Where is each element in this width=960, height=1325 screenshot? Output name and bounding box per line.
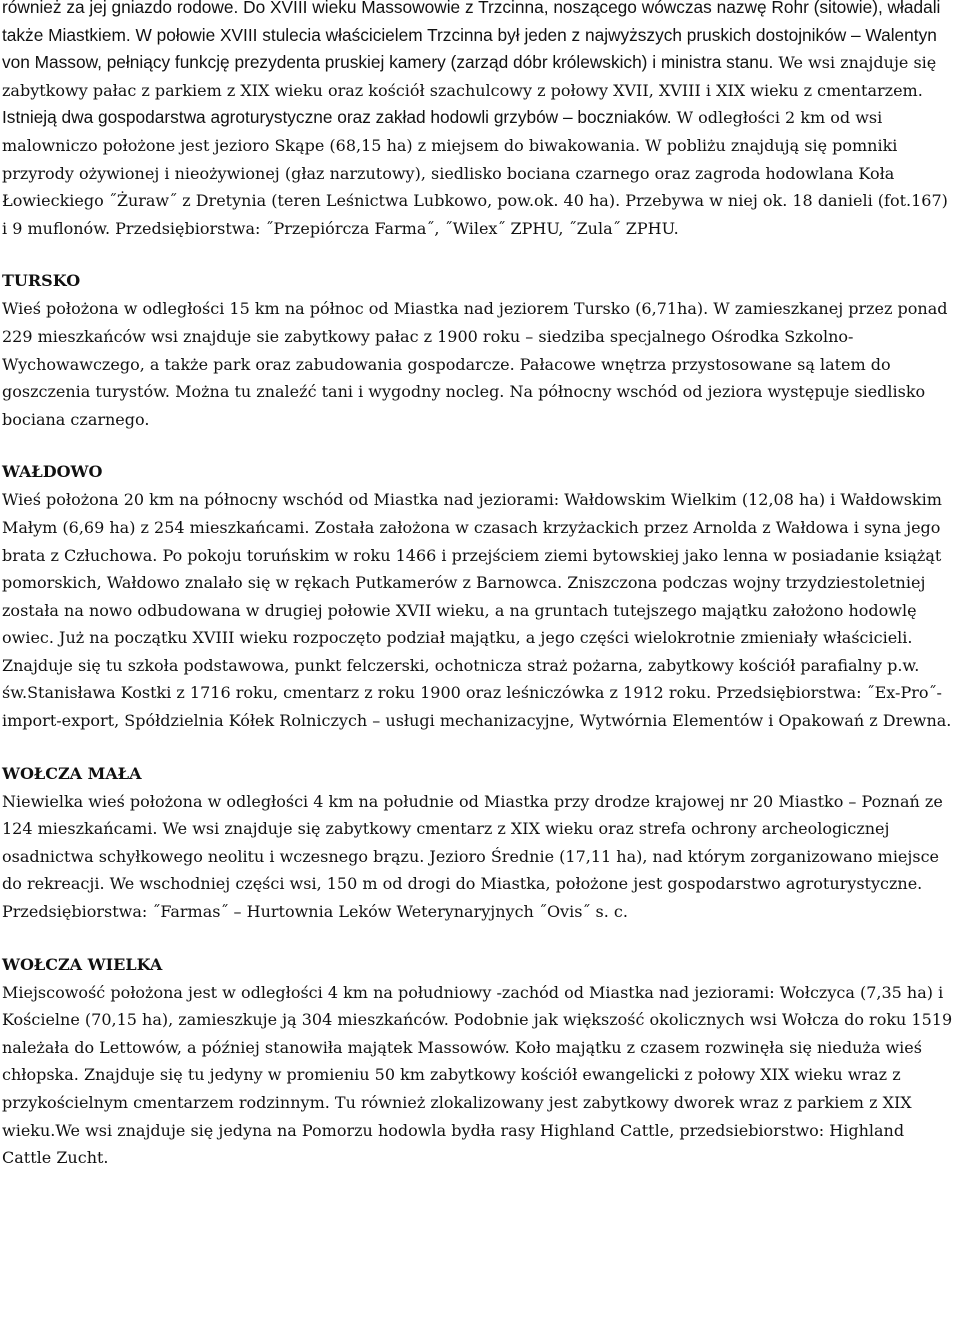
intro-text-2: We wsi znajduje się zabytkowy pałac z parkiem z XIX wieku oraz kościół szachulcowy z połowy XVII, XVIII i XIX wieku z cmentarzem. xyxy=(2,53,937,100)
section-body: Miejscowość położona jest w odległości 4 km na południowy -zachód od Miastka nad jeziorami: Wołczyca (7,35 ha) i Kościelne (70,15 ha), zamieszkuje ją 304 mieszkańców. Podobnie jak większość okolicznych wsi Wołcza do roku 1519 należała do Lettowów, a później stanowiła majątek Massowów. Koło majątku z czasem rozwinęła się nieduża wieś chłopska. Znajduje się tu jedyny w promieniu 50 km zabytkowy kościół ewangelicki z połowy XIX wieku wraz z przykościelnym cmentarzem rodzinnym. Tu również zlokalizowany jest zabytkowy dworek wraz z parkiem z XIX wieku.We wsi znajduje się jedyna na Pomorzu hodowla bydła rasy Highland Cattle, przedsiebiorstwo: Highland Cattle Zucht. xyxy=(2,982,953,1168)
section-tursko xyxy=(2,267,958,433)
intro-text-4: W odległości 2 km od wsi malowniczo położone jest jezioro Skąpe (68,15 ha) z miejsem do biwakowania. xyxy=(2,108,883,155)
intro-text-1: również za jej gniazdo rodowe. Do XVIII wieku Massowowie z Trzcinna, noszącego wówczas nazwę Rohr (sitowie), władali także Miastkiem. W połowie XVIII stulecia właścicielem Trzcinna był jeden z najwyższych pruskich dostojników – Walentyn von Massow, pełniący funkcję prezydenta pruskiej kamery (zarząd dóbr królewskich) i ministra stanu. xyxy=(2,0,941,73)
section-wolcza-wielka xyxy=(2,951,958,1172)
section-heading: WOŁCZA MAŁA xyxy=(2,763,142,783)
section-heading: WAŁDOWO xyxy=(2,462,103,482)
intro-text-3: Istnieją dwa gospodarstwa agroturystyczne oraz zakład hodowli grzybów – boczniaków. xyxy=(2,107,672,128)
section-heading: TURSKO xyxy=(2,271,81,291)
intro-text-5: W pobliżu znajdują się pomniki przyrody ożywionej i nieożywionej (głaz narzutowy), siedlisko bociana czarnego oraz zagroda hodowlana Koła Łowieckiego ˝Żuraw˝ z Dretynia (teren Leśnictwa Lubkowo, pow.ok. 40 ha). Przebywa w niej ok. 18 danieli (fot.167) i 9 muflonów. xyxy=(2,135,948,238)
section-wolcza-mala xyxy=(2,760,958,926)
section-heading: WOŁCZA WIELKA xyxy=(2,954,163,974)
section-waldowo xyxy=(2,458,958,734)
intro-paragraph xyxy=(2,0,958,242)
section-body: Wieś położona 20 km na północny wschód od Miastka nad jeziorami: Wałdowskim Wielkim (12,08 ha) i Wałdowskim Małym (6,69 ha) z 254 mieszkańcami. Została założona w czasach krzyżackich przez Arnolda z Wałdowa i syna jego brata z Człuchowa. Po pokoju toruńskim w roku 1466 i przejściem ziemi bytowskiej jako lenna w posiadanie książąt pomorskich, Wałdowo znalało się w rękach Putkamerów z Barnowca. Zniszczona podczas wojny trzydziestoletniej została na nowo odbudowana w drugiej połowie XVII wieku, a na gruntach tutejszego majątku założono hodowlę owiec. Już na początku XVIII wieku rozpoczęto podział majątku, a jego części wielokrotnie zmieniały właścicieli. Znajduje się tu szkoła podstawowa, punkt felczerski, ochotnicza straż pożarna, zabytkowy kościół parafialny p.w. św.Stanisława Kostki z 1716 roku, cmentarz z roku 1900 oraz leśniczówka z 1912 roku. Przedsiębiorstwa: ˝Ex-Pro˝- import-export, Spółdzielnia Kółek Rolniczych – usługi mechanizacyjne, Wytwórnia Elementów i Opakowań z Drewna. xyxy=(2,490,952,731)
section-body: Niewielka wieś położona w odległości 4 km na południe od Miastka przy drodze krajowej nr 20 Miastko – Poznań ze 124 mieszkańcami. We wsi znajduje się zabytkowy cmentarz z XIX wieku oraz strefa ochrony archeologicznej osadnictwa schyłkowego neolitu i wczesnego brązu. Jezioro Średnie (17,11 ha), nad którym zorganizowano miejsce do rekreacji. We wschodniej części wsi, 150 m od drogi do Miastka, położone jest gospodarstwo agroturystyczne. Przedsiębiorstwa: ˝Farmas˝ – Hurtownia Leków Weterynaryjnych ˝Ovis˝ s. c. xyxy=(2,791,943,922)
intro-text-6: Przedsiębiorstwa: ˝Przepiórcza Farma˝, ˝Wilex˝ ZPHU, ˝Zula˝ ZPHU. xyxy=(110,218,679,238)
section-body: Wieś położona w odległości 15 km na północ od Miastka nad jeziorem Tursko (6,71ha). W zamieszkanej przez ponad 229 mieszkańców wsi znajduje sie zabytkowy pałac z 1900 roku – siedziba specjalnego Ośrodka Szkolno-Wychowawczego, a także park oraz zabudowania gospodarcze. Pałacowe wnętrza przystosowane są latem do goszczenia turystów. Można tu znaleźć tani i wygodny nocleg. Na północny wschód od jeziora występuje siedlisko bociana czarnego. xyxy=(2,299,948,429)
